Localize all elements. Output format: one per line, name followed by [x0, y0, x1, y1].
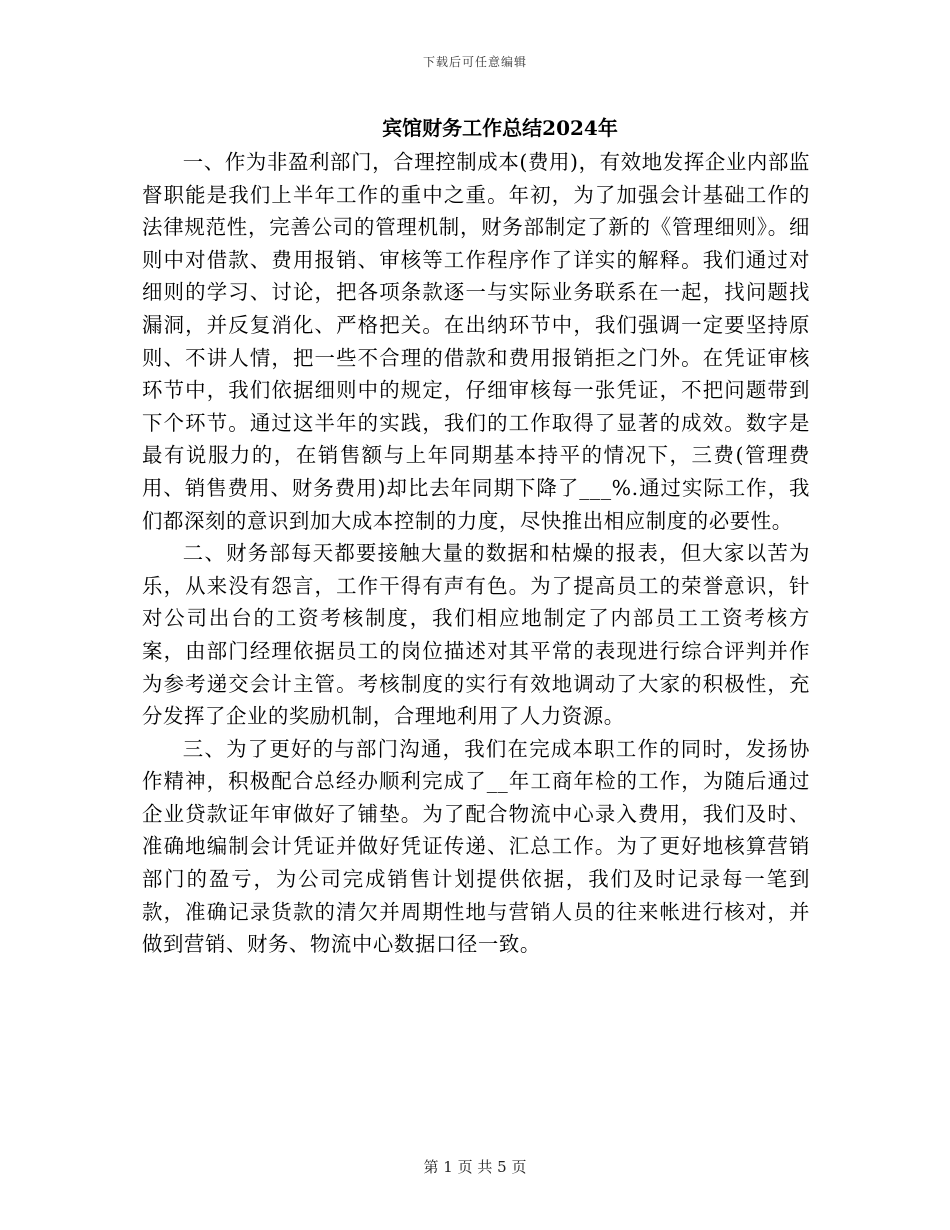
- page-number-footer: 第 1 页 共 5 页: [423, 1158, 527, 1176]
- document-body: [142, 146, 810, 961]
- paragraph-3: 三、为了更好的与部门沟通，我们在完成本职工作的同时，发扬协作精神，积极配合总经办顺利完成了__年工商年检的工作，为随后通过企业贷款证年审做好了铺垫。为了配合物流中心录入费用，我们及时、准确地编制会计凭证并做好凭证传递、汇总工作。为了更好地核算营销部门的盈亏，为公司完成销售计划提供依据，我们及时记录每一笔到款，准确记录货款的清欠并周期性地与营销人员的往来帐进行核对，并做到营销、财务、物流中心数据口径一致。: [142, 736, 810, 957]
- header-note: 下载后可任意编辑: [422, 55, 527, 69]
- paragraph-2: 二、财务部每天都要接触大量的数据和枯燥的报表，但大家以苦为乐，从来没有怨言，工作干得有声有色。为了提高员工的荣誉意识，针对公司出台的工资考核制度，我们相应地制定了内部员工工资考核方案，由部门经理依据员工的岗位描述对其平常的表现进行综合评判并作为参考递交会计主管。考核制度的实行有效地调动了大家的积极性，充分发挥了企业的奖励机制，合理地利用了人力资源。: [142, 541, 810, 729]
- paragraph-1: 一、作为非盈利部门，合理控制成本(费用)，有效地发挥企业内部监督职能是我们上半年工作的重中之重。年初，为了加强会计基础工作的法律规范性，完善公司的管理机制，财务部制定了新的《管理细则》。细则中对借款、费用报销、审核等工作程序作了详实的解释。我们通过对细则的学习、讨论，把各项条款逐一与实际业务联系在一起，找问题找漏洞，并反复消化、严格把关。在出纳环节中，我们强调一定要坚持原则、不讲人情，把一些不合理的借款和费用报销拒之门外。在凭证审核环节中，我们依据细则中的规定，仔细审核每一张凭证，不把问题带到下个环节。通过这半年的实践，我们的工作取得了显著的成效。数字是最有说服力的，在销售额与上年同期基本持平的情况下，三费(管理费用、销售费用、财务费用)却比去年同期下降了___%.通过实际工作，我们都深刻的意识到加大成本控制的力度，尽快推出相应制度的必要性。: [142, 150, 810, 533]
- document-title: 宾馆财务工作总结2024年: [382, 116, 618, 140]
